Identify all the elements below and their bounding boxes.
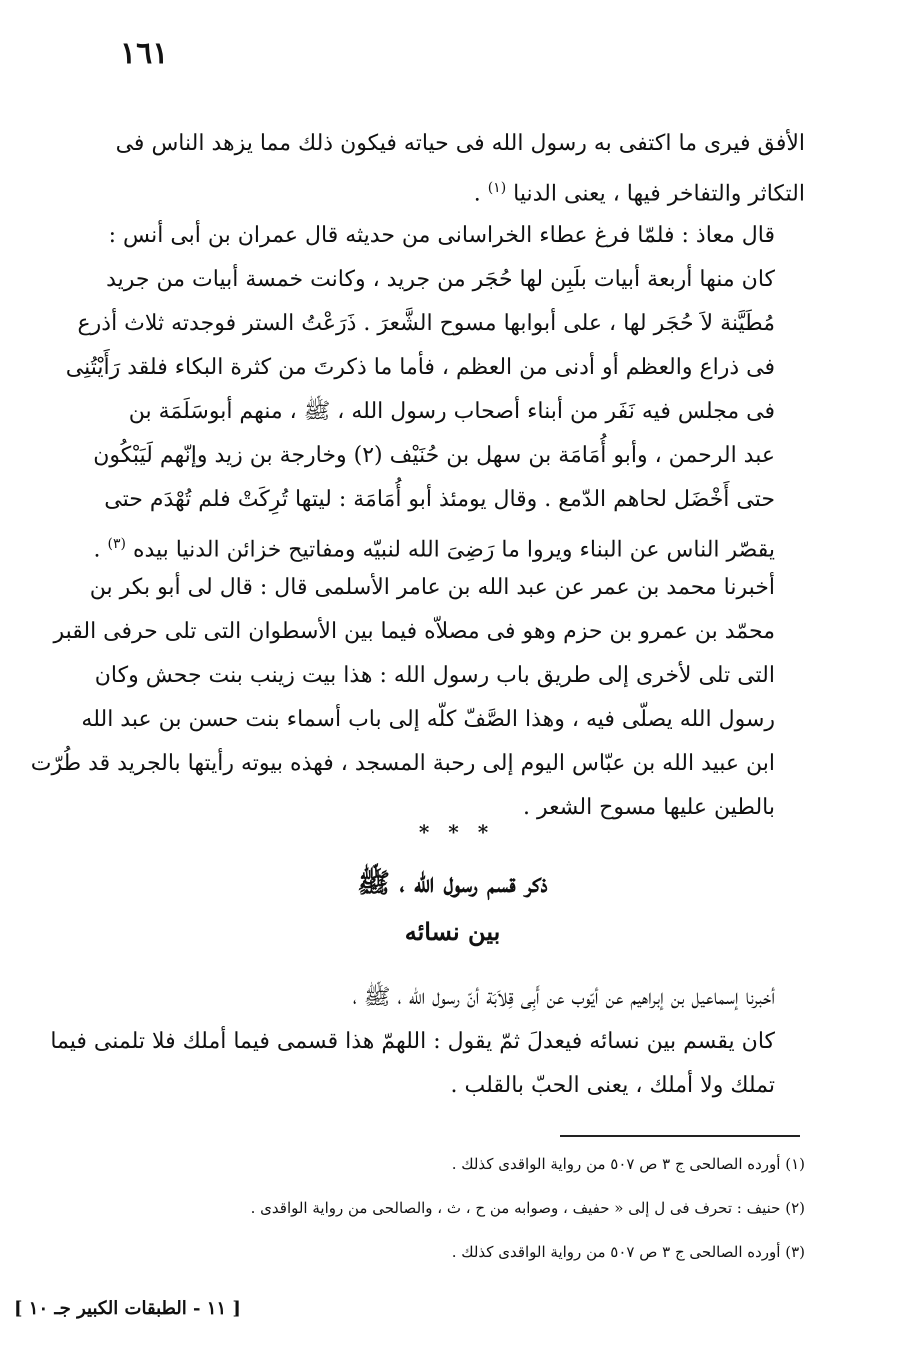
text-line: قال معاذ : فلمّا فرغ عطاء الخراسانى من حديثه قال عمران بن أبى أنس : (108, 223, 775, 248)
footnote-2: (٢) حنيف : تحرف فى ل إلى « حفيف ، وصوابه من ح ، ث ، والصالحى من رواية الواقدى . (250, 1199, 805, 1217)
section-subtitle: بين نسائه (404, 917, 501, 946)
section-separator: * * * (418, 820, 495, 844)
text-segment: التكاثر والتفاخر فيها ، يعنى الدنيا (513, 181, 805, 207)
section-title: ذكر قسم رسول الله ، ﷺ (357, 868, 548, 899)
text-line: محمّد بن عمرو بن حزم وهو فى مصلاّه فيما بين الأسطوان التى تلى حرفى القبر (53, 619, 775, 644)
paragraph-2 (65, 214, 805, 572)
page-number: ١٦١ (120, 36, 169, 71)
paragraph-3 (30, 566, 805, 830)
text-line: كان منها أربعة أبيات بلَبِن لها حُجَر من جريد ، وكانت خمسة أبيات من جريد (106, 267, 775, 292)
text-line: فى مجلس فيه نَفَر من أبناء أصحاب رسول الله ، ﷺ ، منهم أبوسَلَمَة بن (128, 399, 775, 424)
footnote-3: (٣) أورده الصالحى ج ٣ ص ٥٠٧ من رواية الواقدى كذلك . (451, 1243, 805, 1261)
text-line (100, 166, 805, 216)
footnote-ref-1: (١) (487, 180, 507, 196)
footnote-divider (560, 1135, 800, 1137)
text-line: ابن عبيد الله بن عبّاس اليوم إلى رحبة المسجد ، فهذه بيوته رأيتها بالجريد قد طُرّت (30, 751, 775, 776)
paragraph-1 (100, 122, 805, 216)
text-line: أخبرنا إسماعيل بن إبراهيم عن أيّوب عن أَبِى قِلاَبَة أنّ رسول الله ، ﷺ ، (352, 985, 775, 1010)
text-line: رسول الله يصلّى فيه ، وهذا الصَّفّ كلّه إلى باب أسماء بنت حسن بن عبد الله (81, 707, 775, 732)
text-segment: يقصّر الناس عن البناء ويروا ما رَضِىَ الله لنبيّه ومفاتيح خزائن الدنيا بيده (132, 537, 775, 563)
text-line: مُطَيَّنة لاَ حُجَر لها ، على أبوابها مسوح الشَّعرَ . ذَرَعْتُ الستر فوجدته ثلاث أذرع (77, 311, 775, 336)
text-segment: . (93, 537, 108, 563)
printer-signature: [ ١١ - الطبقات الكبير جـ ١٠ ] (14, 1298, 241, 1319)
text-line: حتى أَخْضَل لحاهم الدّمع . وقال يومئذ أبو أُمَامَة : ليتها تُرِكَتْ فلم تُهْدَم حتى (104, 487, 775, 512)
text-line: تملك ولا أملك ، يعنى الحبّ بالقلب . (450, 1073, 775, 1098)
footnote-1: (١) أورده الصالحى ج ٣ ص ٥٠٧ من رواية الواقدى كذلك . (451, 1155, 805, 1173)
text-line: أخبرنا محمد بن عمر عن عبد الله بن عامر الأسلمى قال : قال لى أبو بكر بن (89, 575, 775, 600)
text-line: فى ذراع والعظم أو أدنى من العظم ، فأما ما ذكرتَ من كثرة البكاء فلقد رَأَيْتُنِى (65, 355, 775, 380)
footnotes (100, 1142, 805, 1274)
text-line: كان يقسم بين نسائه فيعدلَ ثمّ يقول : اللهمّ هذا قسمى فيما أملك فلا تلمنى فيما (50, 1029, 775, 1054)
text-line: بالطين عليها مسوح الشعر . (523, 795, 775, 820)
text-line: الأفق فيرى ما اكتفى به رسول الله فى حياته فيكون ذلك مما يزهد الناس فى (115, 131, 805, 156)
text-line: عبد الرحمن ، وأبو أُمَامَة بن سهل بن حُنَيْف (٢) وخارجة بن زيد وإنّهم لَيَبْكُون (93, 443, 775, 468)
footnote-ref-3: (٣) (107, 536, 126, 552)
text-line (93, 522, 805, 572)
paragraph-4 (50, 976, 805, 1108)
text-segment: . (473, 181, 488, 207)
text-line: التى تلى لأخرى إلى طريق باب رسول الله : هذا بيت زينب بنت جحش وكان (94, 663, 775, 688)
